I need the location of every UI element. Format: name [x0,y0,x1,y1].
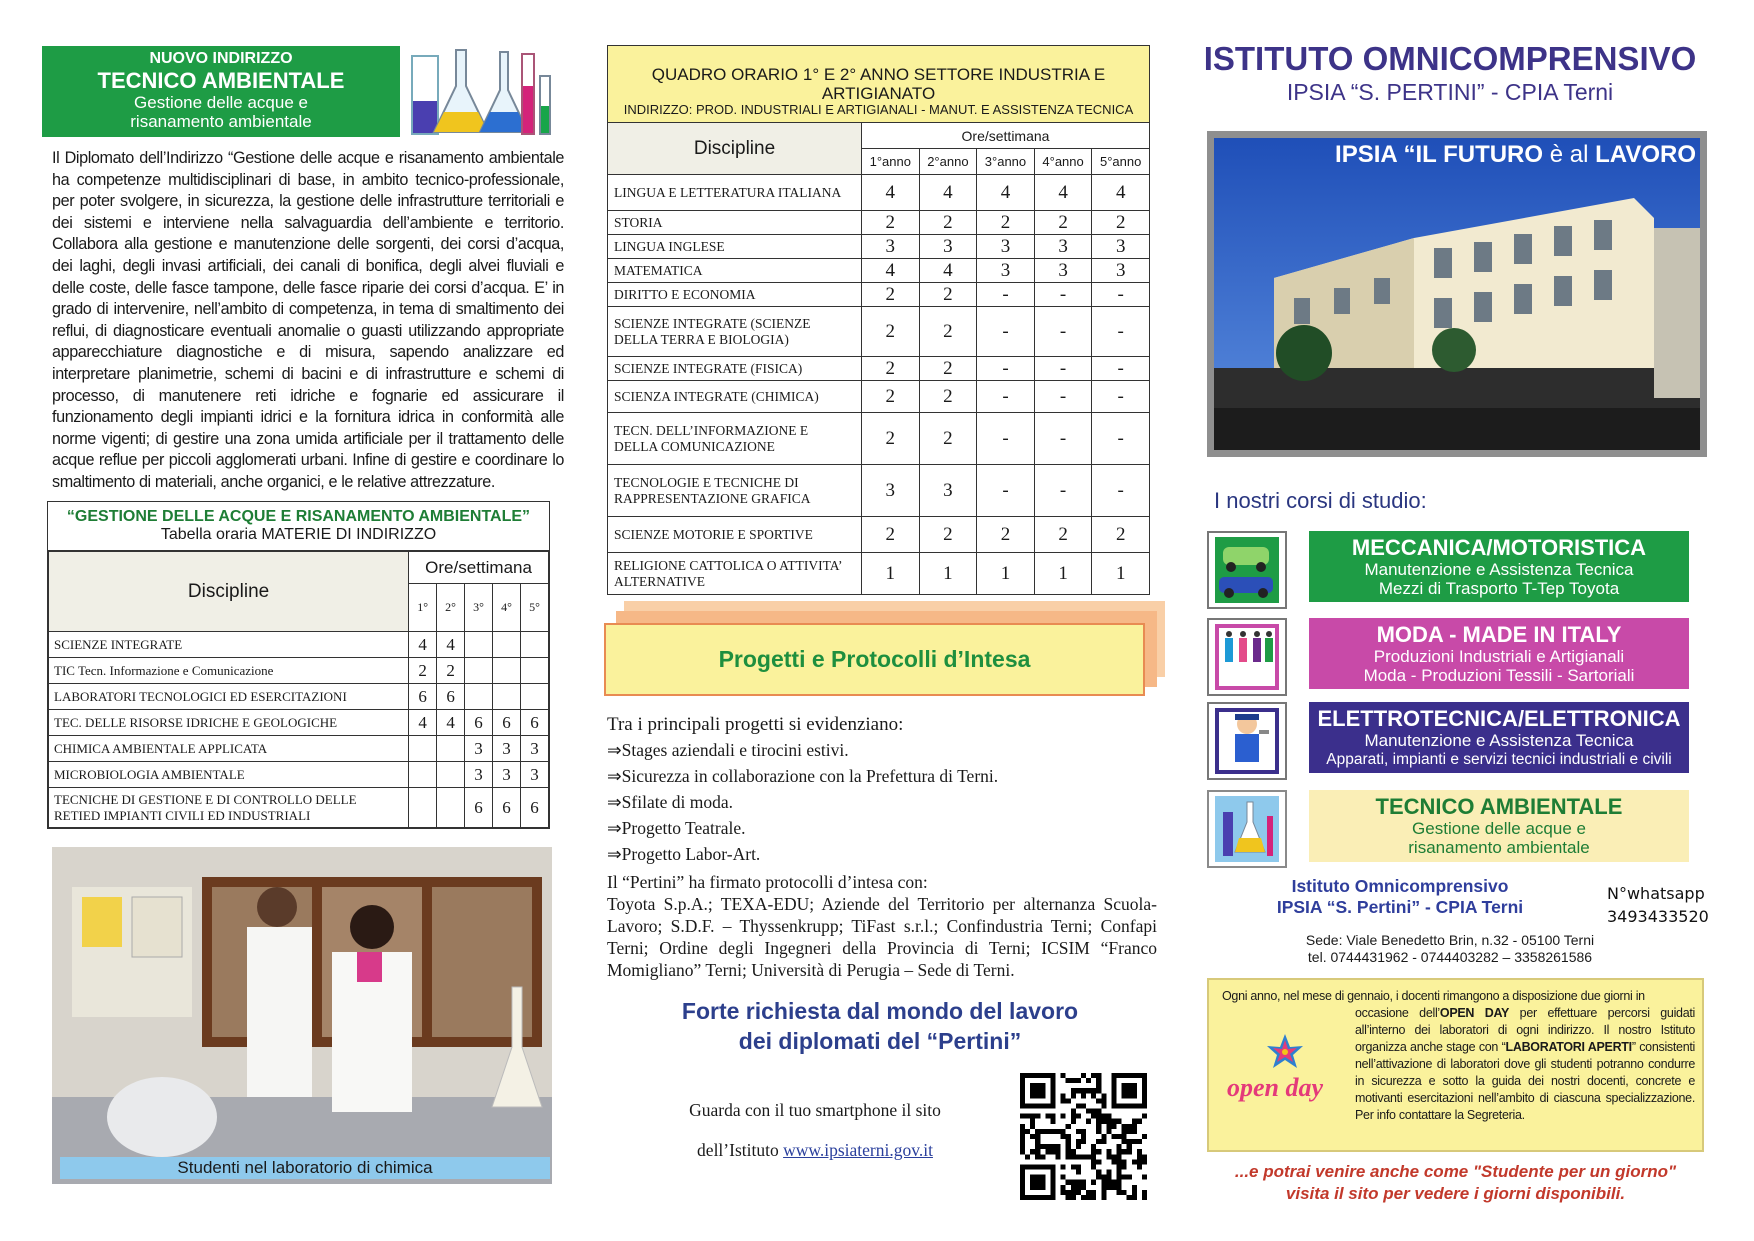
hours-value: - [977,413,1035,465]
course-line-2: risanamento ambientale [1408,838,1590,857]
hours-value: 2 [919,357,977,381]
hours-value: 2 [862,211,920,235]
hours-value: 6 [520,710,548,736]
hours-value: 1 [977,553,1035,595]
hours-value: - [1092,283,1150,307]
hours-value: 2 [919,283,977,307]
hours-value: 2 [1034,211,1092,235]
discipline-name: SCIENZE INTEGRATE (FISICA) [608,357,862,381]
fashion-models-icon [1207,618,1287,696]
project-item: ⇒Sfilate di moda. [607,792,733,812]
table-row [608,517,1150,553]
table-row [49,632,549,658]
projects-section [607,713,1157,981]
hours-value: 3 [493,762,521,788]
hours-value: 2 [919,307,977,357]
hours-value: 2 [919,413,977,465]
course-line-2: Moda - Produzioni Tessili - Sartoriali [1363,666,1635,685]
hours-value: 3 [465,762,493,788]
hours-value: 4 [1034,175,1092,211]
hours-value: 2 [409,658,437,684]
open-day-text-a: occasione dell’ [1355,1006,1440,1020]
hours-value: 3 [862,235,920,259]
hours-value: 2 [437,658,465,684]
general-hours-table [607,122,1150,595]
hours-value: 3 [1034,235,1092,259]
hours-value: 2 [919,517,977,553]
hours-value [493,632,521,658]
hours-value: 4 [862,175,920,211]
hours-value: 2 [862,307,920,357]
table-row [608,235,1150,259]
hours-value [465,684,493,710]
address-block [1270,932,1630,966]
chemistry-lab-photo-icon [52,847,552,1184]
table-row [608,307,1150,357]
website-prefix: dell’Istituto [697,1140,784,1160]
work-demand-line-2: dei diplomati del “Pertini” [738,1028,1022,1054]
course-line-1: Manutenzione e Assistenza Tecnica [1364,731,1634,750]
discipline-name: MATEMATICA [608,259,862,283]
hours-value [437,762,465,788]
whatsapp-label: N°whatsapp [1607,884,1705,903]
open-labs-keyword: LABORATORI APERTI [1505,1040,1632,1054]
course-title: MODA - MADE IN ITALY [1376,622,1622,647]
car-icon [1207,531,1287,609]
hours-value: - [977,357,1035,381]
hours-value [465,632,493,658]
timetable-subtitle: INDIRIZZO: PROD. INDUSTRIALI E ARTIGIANALI - MANUT. E ASSISTENZA TECNICA [623,102,1134,117]
whatsapp-number[interactable]: 3493433520 [1607,907,1709,926]
open-day-keyword: OPEN DAY [1439,1006,1510,1020]
building-caption-a: IPSIA “IL FUTURO [1335,141,1550,168]
hours-value [520,658,548,684]
hours-value [493,684,521,710]
smartphone-hint: Guarda con il tuo smartphone il sito [689,1100,941,1120]
table-row [49,684,549,710]
year-header: 1°anno [862,149,920,175]
institute-title: ISTITUTO OMNICOMPRENSIVO [1203,40,1697,77]
table-row [49,710,549,736]
hours-value: 4 [862,259,920,283]
discipline-name: TECNOLOGIE E TECNICHE DI RAPPRESENTAZIONE GRAFICA [608,465,862,517]
table-row [608,381,1150,413]
indirizzo-table-title [48,502,549,551]
year-header: 3° [465,584,493,632]
hours-value [520,684,548,710]
indirizzo-table-heading: “GESTIONE DELLE ACQUE E RISANAMENTO AMBIENTALE” [66,508,531,525]
hours-value: 2 [919,211,977,235]
table-row [608,259,1150,283]
hours-value [409,762,437,788]
hours-value: 6 [465,788,493,828]
hours-value: 3 [520,762,548,788]
building-caption-c: LAVORO [1588,141,1696,168]
discipline-name: TIC Tecn. Informazione e Comunicazione [49,658,409,684]
institute-contact-line-1: Istituto Omnicomprensivo [1291,876,1509,896]
hours-value: 2 [1034,517,1092,553]
hours-value: 3 [919,235,977,259]
hours-value: - [1034,381,1092,413]
work-demand-statement [610,996,1150,1056]
discipline-header: Discipline [49,552,409,632]
technician-icon [1207,702,1287,780]
indirizzo-hours-table [48,551,549,828]
hours-value: 3 [862,465,920,517]
hours-value: 4 [437,632,465,658]
hours-value: 2 [1092,517,1150,553]
discipline-name: TEC. DELLE RISORSE IDRICHE E GEOLOGICHE [49,710,409,736]
table-row [608,175,1150,211]
hours-value: 3 [465,736,493,762]
course-line-1: Gestione delle acque e [1412,819,1586,838]
hours-value: - [1092,357,1150,381]
table-row [608,465,1150,517]
website-link[interactable]: www.ipsiaterni.gov.it [783,1140,933,1160]
hours-value: 3 [1092,259,1150,283]
discipline-name: LABORATORI TECNOLOGICI ED ESERCITAZIONI [49,684,409,710]
project-item: ⇒Sicurezza in collaborazione con la Prefettura di Terni. [607,766,999,786]
projects-title: Progetti e Protocolli d’Intesa [604,623,1145,696]
hours-value: - [1034,413,1092,465]
hours-value: 4 [919,259,977,283]
year-header: 2°anno [919,149,977,175]
building-caption [1214,141,1696,169]
timetable-title: QUADRO ORARIO 1° E 2° ANNO SETTORE INDUSTRIA E ARTIGIANATO [651,65,1106,103]
open-day-text-first: Ogni anno, nel mese di gennaio, i docenti rimangono a disposizione due giorni in [1222,989,1645,1003]
hours-value: 1 [862,553,920,595]
discipline-name: TECNICHE DI GESTIONE E DI CONTROLLO DELLE RETIED IMPIANTI CIVILI ED INDUSTRIALI [49,788,409,828]
hours-value: - [1034,357,1092,381]
hours-value: 2 [1092,211,1150,235]
hours-value: 3 [977,259,1035,283]
open-day-text-c: per effettuare percorsi guidati all’interno dei laboratori di ogni indirizzo. Il nostro Istituto organizza anche stage con “ [1355,1006,1695,1054]
hours-value: 2 [862,283,920,307]
hours-value: 2 [862,381,920,413]
whatsapp-contact [1607,882,1709,928]
indirizzo-timetable [47,501,550,829]
project-item: ⇒Progetto Labor-Art. [607,844,761,864]
student-for-a-day-note [1207,1161,1704,1205]
open-day-logo-icon [1223,1030,1348,1112]
hours-value: 3 [493,736,521,762]
year-header: 1° [409,584,437,632]
year-header: 4°anno [1034,149,1092,175]
hours-value: 2 [862,517,920,553]
hours-value: 4 [437,710,465,736]
hours-value: 3 [919,465,977,517]
table-row [49,788,549,828]
protocols-intro: Il “Pertini” ha firmato protocolli d’intesa con: [607,872,928,892]
hours-value [520,632,548,658]
projects-intro: Tra i principali progetti si evidenziano: [607,714,904,735]
discipline-header: Discipline [608,123,862,175]
hours-value: 6 [437,684,465,710]
course-title: MECCANICA/MOTORISTICA [1351,535,1647,560]
courses-heading: I nostri corsi di studio: [1214,488,1427,513]
phones: tel. 0744431962 - 0744403282 – 3358261586 [1307,949,1593,965]
course-line-2: Apparati, impianti e servizi tecnici industriali e civili [1326,751,1672,768]
year-header: 2° [437,584,465,632]
hours-value [465,658,493,684]
discipline-name: SCIENZE INTEGRATE (SCIENZE DELLA TERRA E BIOLOGIA) [608,307,862,357]
hours-value [437,788,465,828]
course-card[interactable] [1309,531,1689,602]
hours-value: 2 [919,381,977,413]
hours-value: 4 [919,175,977,211]
hours-value: - [1034,283,1092,307]
course-description: Il Diplomato dell’Indirizzo “Gestione delle acque e risanamento ambientale ha competenze multidisciplinari di base, in ambito tecnico-professionale, per poter svolgere, in sicurezza, la gestione delle infrastrutture territoriali e dei sistemi e interviene nella salvaguardia dell’ambiente e territorio. Collabora alla gestione e manutenzione delle sorgenti, dei corsi d’acqua, dei laghi, degli invasi artificiali, dei canali di bonifica, degli alvei fluviali e delle coste, delle fasce tampone, delle fasce riparie dei corsi d’acqua. E’ in grado di intervenire, nell’ambito di competenza, in tema di smaltimento dei reflui, di diagnosticare eventuali anomalie o guasti utilizzando appropriate apparecchiature diagnostiche e di misura, sapendo analizzare ed interpretare planimetrie, schemi di bacini e di infrastrutture e schemi di processo, di manutenere reti idriche e fognarie ed assicurare il funzionamento degli impianti idrici e la fornitura idrica in conformità alle norme vigenti; di gestire una zona umida artificiale per il trattamento delle acque reflue per piccoli agglomerati urbani. Infine di gestire e coordinare lo smaltimento di materiali, anche organici, e le relative attrezzature. [52,149,564,491]
discipline-name: MICROBIOLOGIA AMBIENTALE [49,762,409,788]
hours-value: 1 [919,553,977,595]
course-card[interactable] [1309,618,1689,689]
hours-value: 2 [862,357,920,381]
course-subtitle-1: Gestione delle acque e [134,93,308,112]
table-row [608,211,1150,235]
address: Sede: Viale Benedetto Brin, n.32 - 05100 Terni [1305,932,1595,948]
course-title: TECNICO AMBIENTALE [97,68,345,93]
hours-value: - [977,381,1035,413]
discipline-name: LINGUA INGLESE [608,235,862,259]
open-day-logo-text: open day [1227,1073,1324,1102]
qr-code-icon[interactable] [1020,1073,1147,1200]
hours-value: 4 [1092,175,1150,211]
course-line-1: Manutenzione e Assistenza Tecnica [1364,560,1634,579]
hours-value: - [977,307,1035,357]
year-header: 3°anno [977,149,1035,175]
discipline-name: LINGUA E LETTERATURA ITALIANA [608,175,862,211]
year-header: 5°anno [1092,149,1150,175]
hours-value: 4 [977,175,1035,211]
hours-value [409,736,437,762]
hours-value: 1 [1034,553,1092,595]
discipline-name: SCIENZE MOTORIE E SPORTIVE [608,517,862,553]
indirizzo-table-subheading: Tabella oraria MATERIE DI INDIRIZZO [160,526,437,543]
hours-value [437,736,465,762]
institute-subtitle: IPSIA “S. PERTINI” - CPIA Terni [1286,79,1614,105]
course-line-1: Produzioni Industriali e Artigianali [1373,647,1625,666]
hours-value: 2 [977,517,1035,553]
table-row [49,762,549,788]
project-item: ⇒Progetto Teatrale. [607,818,746,838]
footer-line-1: ...e potrai venire anche come "Studente per un giorno" [1234,1162,1677,1181]
discipline-name: SCIENZE INTEGRATE [49,632,409,658]
hours-value: - [1092,307,1150,357]
hours-header: Ore/settimana [409,552,549,584]
course-subtitle-2: risanamento ambientale [130,112,312,131]
course-title: TECNICO AMBIENTALE [1375,794,1623,819]
discipline-name: TECN. DELL’INFORMAZIONE E DELLA COMUNICAZIONE [608,413,862,465]
institute-contact-line-2: IPSIA “S. Pertini” - CPIA Terni [1276,897,1524,917]
discipline-name: CHIMICA AMBIENTALE APPLICATA [49,736,409,762]
course-line-2: Mezzi di Trasporto T-Tep Toyota [1378,579,1620,598]
table-row [608,413,1150,465]
protocols-list: Toyota S.p.A.; TEXA-EDU; Aziende del Territorio per alternanza Scuola-Lavoro; S.D.F. – Thyssenkrupp; TiFast s.r.l.; Confindustria Terni; Confapi Terni; Ordine degli Ingegneri della Provincia di Terni; ICSIM “Franco Momigliano” Terni; Università di Perugia – Sede di Terni. [607,894,1157,980]
hours-value: 3 [1092,235,1150,259]
hours-value: 2 [977,211,1035,235]
year-header: 5° [520,584,548,632]
hours-value: 3 [1034,259,1092,283]
table-row [49,736,549,762]
hours-value: - [977,465,1035,517]
hours-value: 6 [465,710,493,736]
table-row [608,553,1150,595]
hours-value: 6 [409,684,437,710]
institute-contact-name [1270,876,1530,918]
discipline-name: STORIA [608,211,862,235]
hours-value: 4 [409,710,437,736]
course-title: ELETTROTECNICA/ELETTRONICA [1317,706,1681,731]
hours-value: 2 [862,413,920,465]
hours-value: 6 [493,788,521,828]
hours-value: 6 [520,788,548,828]
discipline-name: RELIGIONE CATTOLICA O ATTIVITA’ ALTERNATIVE [608,553,862,595]
discipline-name: SCIENZA INTEGRATE (CHIMICA) [608,381,862,413]
building-caption-b: è al [1549,141,1589,168]
hours-value: - [1092,465,1150,517]
hours-value: 4 [409,632,437,658]
projects-list [607,737,1157,867]
website-line [630,1140,1000,1161]
hours-value: - [1092,381,1150,413]
school-building-photo-icon [1214,138,1700,450]
first-two-years-timetable [607,45,1150,595]
lab-students-photo [52,847,552,1184]
photo-caption: Studenti nel laboratorio di chimica [60,1157,550,1179]
laboratory-flasks-icon [404,46,554,137]
year-header: 4° [493,584,521,632]
work-demand-line-1: Forte richiesta dal mondo del lavoro [681,998,1079,1024]
open-day-text-e: ” consistenti nell’attivazione di laboratori dove gli studenti potranno condurre in sicurezza e sotto la guida dei nostri docenti, concrete e motivanti esercitazioni nell’ambito di ciascuna specializzazione. Per info contattare la Segreteria. [1355,1040,1695,1122]
hours-value: - [977,283,1035,307]
open-day-text [1355,1005,1695,1124]
hours-value [409,788,437,828]
table-row [608,357,1150,381]
course-card[interactable] [1309,790,1689,862]
tecnico-ambientale-header [42,46,400,137]
hours-value: - [1034,465,1092,517]
hours-value: 3 [520,736,548,762]
flask-icon [1207,790,1287,868]
timetable-header [607,45,1150,122]
hours-value [493,658,521,684]
hours-value: - [1034,307,1092,357]
hours-value: 3 [977,235,1035,259]
hours-header: Ore/settimana [862,123,1150,149]
course-card[interactable] [1309,702,1689,773]
new-course-label: NUOVO INDIRIZZO [149,50,293,67]
footer-line-2: visita il sito per vedere i giorni disponibili. [1285,1184,1626,1203]
table-row [608,283,1150,307]
project-item: ⇒Stages aziendali e tirocini estivi. [607,740,849,760]
hours-value: 6 [493,710,521,736]
hours-value: - [1092,413,1150,465]
table-row [49,658,549,684]
discipline-name: DIRITTO E ECONOMIA [608,283,862,307]
hours-value: 1 [1092,553,1150,595]
